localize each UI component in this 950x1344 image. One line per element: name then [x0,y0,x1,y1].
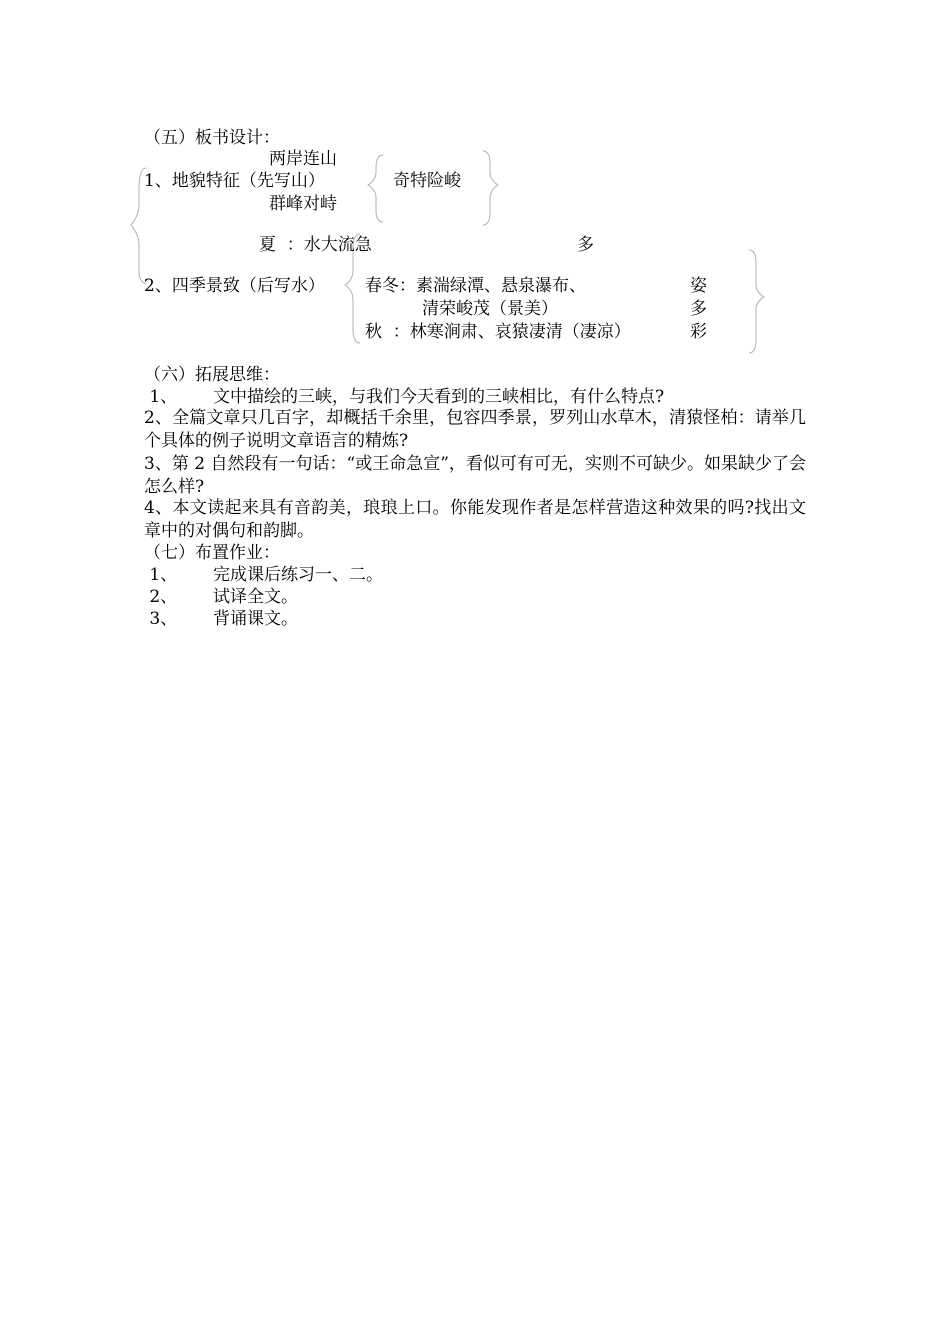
question-2: 2、全篇文章只几百字，却概括千余里，包容四季景，罗列山水草木，清猿怪柏：请举几个具体的例子说明文章语言的精炼? [144,408,806,451]
spring-winter-line: 春冬：素湍绿潭、悬泉瀑布、 [365,276,586,296]
homework-2-number: 2、 [144,587,178,607]
side-char-cai: 彩 [690,322,707,342]
homework-1-text: 完成课后练习一、二。 [213,565,383,585]
terrain-right-brace [483,151,498,225]
side-char-duo: 多 [690,299,707,319]
section6-heading: （六）拓展思维： [144,365,280,385]
question-3: 3、第 2 自然段有一句话：“或王命急宣”，看似可有可无，实则不可缺少。如果缺少了会怎么样? [144,454,806,497]
summer-line: 夏 ：水大流急 [259,235,372,255]
homework-3-number: 3、 [144,609,178,629]
spring-winter-line-2: 清荣峻茂（景美） [422,299,558,319]
question-4: 4、本文读起来具有音韵美，琅琅上口。你能发现作者是怎样营造这种效果的吗?找出文章中的对偶句和韵脚。 [144,498,806,541]
seasons-right-brace [749,250,764,353]
question-1-number: 1、 [144,387,178,407]
terrain-line-bottom: 群峰对峙 [269,194,337,214]
section5-heading: （五）板书设计： [144,128,280,148]
terrain-label: 1、地貌特征（先写山） [144,171,325,191]
terrain-line-top: 两岸连山 [269,149,337,169]
side-char-zi: 姿 [690,276,707,296]
terrain-left-brace [368,155,383,222]
duo-top: 多 [577,235,594,255]
homework-1-number: 1、 [144,565,178,585]
question-1-text: 文中描绘的三峡，与我们今天看到的三峡相比，有什么特点? [213,387,665,407]
autumn-line: 秋 ：林寒涧肃、哀猿凄清（凄凉） [365,322,631,342]
homework-2-text: 试译全文。 [213,587,298,607]
homework-3-text: 背诵课文。 [213,609,298,629]
seasons-label: 2、四季景致（后写水） [144,276,325,296]
section7-heading: （七）布置作业： [144,543,280,563]
terrain-feature: 奇特险峻 [393,171,461,191]
